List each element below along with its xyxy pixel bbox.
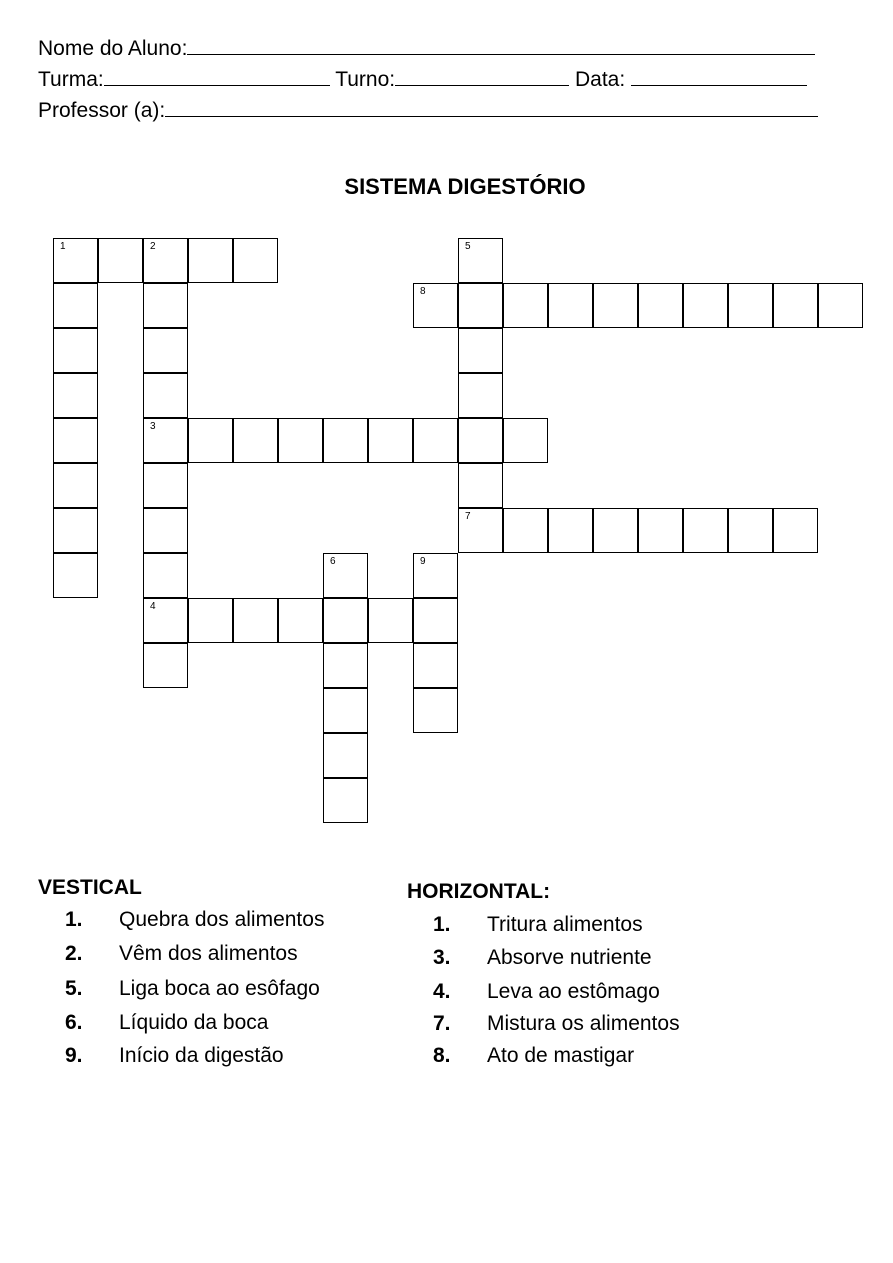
crossword-cell[interactable] [53,463,98,508]
clue-num: 1. [65,908,83,931]
teacher-blank[interactable] [165,96,818,117]
crossword-cell[interactable] [188,418,233,463]
clue-text: Ato de mastigar [487,1044,635,1067]
crossword-cell[interactable] [143,238,188,283]
clue-number: 6 [330,556,336,567]
crossword-cell[interactable] [773,283,818,328]
crossword-cell[interactable] [53,238,98,283]
crossword-cell[interactable] [728,508,773,553]
clue-text: Vêm dos alimentos [119,942,298,965]
student-name-line [38,34,815,61]
crossword-cell[interactable] [53,418,98,463]
crossword-cell[interactable] [548,508,593,553]
crossword-cell[interactable] [323,733,368,778]
clue-text: Mistura os alimentos [487,1012,680,1035]
clue-number: 5 [465,241,471,252]
clue-num: 1. [433,913,451,936]
crossword-cell[interactable] [53,553,98,598]
clue-num: 5. [65,977,83,1000]
crossword-cell[interactable] [233,418,278,463]
crossword-cell[interactable] [458,328,503,373]
crossword-cell[interactable] [53,328,98,373]
student-name-blank[interactable] [187,34,815,55]
crossword-cell[interactable] [503,418,548,463]
crossword-cell[interactable] [773,508,818,553]
crossword-cell[interactable] [458,418,503,463]
clue-number: 1 [60,241,66,252]
crossword-cell[interactable] [233,238,278,283]
clue-num: 8. [433,1044,451,1067]
crossword-cell[interactable] [593,508,638,553]
crossword-cell[interactable] [368,418,413,463]
crossword-cell[interactable] [413,598,458,643]
shift-label: Turno: [335,68,396,91]
page-title: SISTEMA DIGESTÓRIO [344,174,586,199]
crossword-cell[interactable] [818,283,863,328]
crossword-cell[interactable] [53,283,98,328]
crossword-cell[interactable] [548,283,593,328]
crossword-cell[interactable] [143,373,188,418]
clue-text: Início da digestão [119,1044,284,1067]
crossword-cell[interactable] [413,283,458,328]
crossword-cell[interactable] [53,373,98,418]
horizontal-heading: HORIZONTAL: [407,880,551,903]
crossword-cell[interactable] [278,418,323,463]
crossword-cell[interactable] [503,508,548,553]
crossword-cell[interactable] [458,463,503,508]
class-blank[interactable] [104,65,330,86]
teacher-line [38,96,818,123]
crossword-cell[interactable] [278,598,323,643]
crossword-cell[interactable] [323,598,368,643]
date-label: Data: [574,68,626,91]
clue-number: 2 [150,241,156,252]
crossword-cell[interactable] [368,598,413,643]
clue-text: Líquido da boca [119,1011,269,1034]
crossword-cell[interactable] [323,418,368,463]
crossword-cell[interactable] [638,508,683,553]
clue-number: 9 [420,556,426,567]
clue-text: Tritura alimentos [487,913,643,936]
crossword-cell[interactable] [323,688,368,733]
crossword-cell[interactable] [593,283,638,328]
crossword-cell[interactable] [638,283,683,328]
clue-text: Absorve nutriente [487,946,652,969]
crossword-cell[interactable] [143,463,188,508]
shift-blank[interactable] [395,65,569,86]
crossword-cell[interactable] [458,373,503,418]
crossword-cell[interactable] [323,778,368,823]
date-blank[interactable] [631,65,807,86]
clue-num: 4. [433,980,451,1003]
clue-num: 9. [65,1044,83,1067]
crossword-cell[interactable] [503,283,548,328]
student-name-label: Nome do Aluno: [38,37,188,60]
clue-num: 3. [433,946,451,969]
crossword-cell[interactable] [233,598,278,643]
crossword-cell[interactable] [188,238,233,283]
clue-num: 2. [65,942,83,965]
crossword-cell[interactable] [413,643,458,688]
clue-text: Liga boca ao esôfago [119,977,320,1000]
crossword-cell[interactable] [143,643,188,688]
crossword-cell[interactable] [683,508,728,553]
class-shift-date-line [38,65,807,92]
clue-number: 3 [150,421,156,432]
clue-text: Leva ao estômago [487,980,660,1003]
crossword-cell[interactable] [458,508,503,553]
crossword-cell[interactable] [143,553,188,598]
crossword-cell[interactable] [143,283,188,328]
crossword-cell[interactable] [143,508,188,553]
crossword-cell[interactable] [188,598,233,643]
clue-num: 6. [65,1011,83,1034]
clue-text: Quebra dos alimentos [119,908,325,931]
crossword-cell[interactable] [458,283,503,328]
crossword-cell[interactable] [98,238,143,283]
crossword-cell[interactable] [323,643,368,688]
crossword-cell[interactable] [143,598,188,643]
class-label: Turma: [38,68,104,91]
crossword-cell[interactable] [413,688,458,733]
crossword-cell[interactable] [458,238,503,283]
crossword-cell[interactable] [143,418,188,463]
clue-number: 8 [420,286,426,297]
crossword-cell[interactable] [413,553,458,598]
vertical-heading: VESTICAL [38,876,142,899]
crossword-cell[interactable] [143,328,188,373]
clue-num: 7. [433,1012,451,1035]
crossword-cell[interactable] [323,553,368,598]
clue-number: 7 [465,511,471,522]
teacher-label: Professor (a): [38,99,166,122]
clue-number: 4 [150,601,156,612]
crossword-cell[interactable] [683,283,728,328]
crossword-cell[interactable] [413,418,458,463]
crossword-cell[interactable] [53,508,98,553]
crossword-cell[interactable] [728,283,773,328]
